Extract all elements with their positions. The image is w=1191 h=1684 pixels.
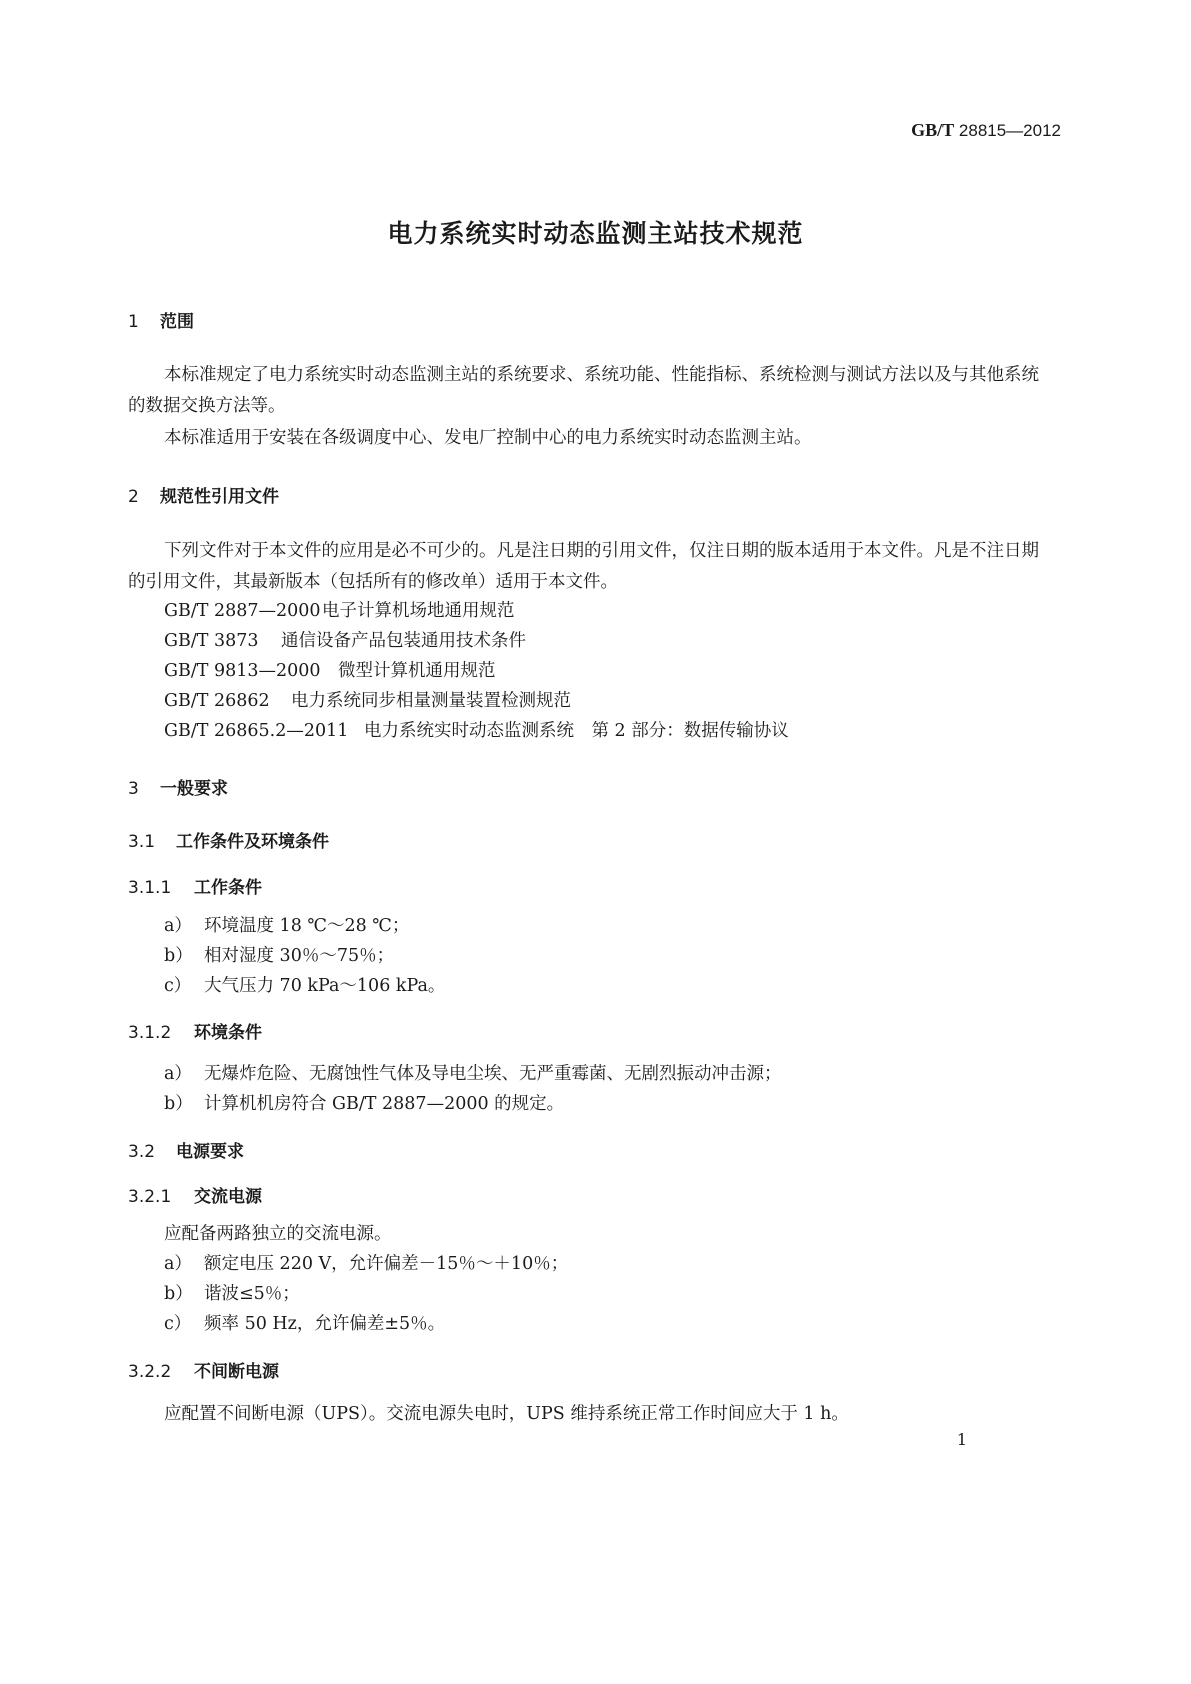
section-title: 电源要求 (176, 1142, 244, 1162)
list-text: 频率 50 Hz，允许偏差±5％。 (204, 1314, 446, 1334)
list-text: 计算机机房符合 GB/T 2887—2000 的规定。 (204, 1094, 565, 1114)
section-number: 3 (128, 779, 139, 799)
section-title: 交流电源 (194, 1187, 262, 1207)
list-marker: a） (164, 1064, 192, 1084)
paragraph: 应配置不间断电源（UPS）。交流电源失电时，UPS 维持系统正常工作时间应大于 1 h。 (164, 1404, 849, 1424)
standard-code (911, 120, 1061, 141)
section-title: 范围 (160, 312, 194, 332)
list-item (164, 1250, 568, 1275)
section-number: 3.1.1 (128, 878, 172, 898)
section-number: 3.1 (128, 832, 156, 852)
list-marker: b） (164, 946, 193, 966)
paragraph: 本标准规定了电力系统实时动态监测主站的系统要求、系统功能、性能指标、系统检测与测试方法以及与其他系统的数据交换方法等。 (128, 365, 1039, 416)
reference-name: 电力系统同步相量测量装置检测规范 (291, 691, 571, 711)
reference-code: GB/T 2887—2000 (164, 601, 321, 621)
reference-name: 通信设备产品包装通用技术条件 (281, 631, 526, 651)
section-1-heading (128, 307, 194, 332)
reference-item (164, 657, 496, 682)
reference-item (164, 717, 789, 742)
section-number: 3.2.1 (128, 1187, 172, 1207)
section-3-heading (128, 774, 228, 799)
section-number: 2 (128, 487, 139, 507)
section-3-2-1-heading (128, 1182, 262, 1207)
section-3-2-heading (128, 1137, 244, 1162)
list-text: 谐波≤5％； (204, 1284, 300, 1304)
list-text: 大气压力 70 kPa～106 kPa。 (204, 976, 446, 996)
reference-item (164, 687, 571, 712)
reference-code: GB/T 9813—2000 (164, 661, 321, 681)
paragraph: 本标准适用于安装在各级调度中心、发电厂控制中心的电力系统实时动态监测主站。 (164, 428, 812, 448)
list-item (164, 942, 394, 967)
list-item (164, 1060, 782, 1085)
reference-name: 微型计算机通用规范 (338, 661, 496, 681)
standard-prefix: GB/T (911, 120, 955, 140)
reference-name: 电子计算机场地通用规范 (322, 601, 515, 621)
list-item (164, 972, 445, 997)
section-title: 不间断电源 (194, 1362, 279, 1382)
section-title: 工作条件 (194, 878, 262, 898)
reference-item (164, 627, 526, 652)
document-title: 电力系统实时动态监测主站技术规范 (387, 219, 804, 248)
section-number: 3.1.2 (128, 1023, 172, 1043)
page-number: 1 (956, 1430, 967, 1449)
reference-item (164, 597, 515, 622)
reference-code: GB/T 26865.2—2011 (164, 721, 349, 741)
list-text: 无爆炸危险、无腐蚀性气体及导电尘埃、无严重霉菌、无剧烈振动冲击源； (204, 1064, 782, 1084)
section-title: 环境条件 (194, 1023, 262, 1043)
list-marker: a） (164, 1254, 192, 1274)
list-marker: c） (164, 976, 192, 996)
paragraph: 应配备两路独立的交流电源。 (164, 1224, 392, 1244)
section-number: 1 (128, 312, 139, 332)
list-marker: c） (164, 1314, 192, 1334)
list-text: 相对湿度 30％～75％； (204, 946, 395, 966)
section-title: 规范性引用文件 (160, 487, 279, 507)
reference-name: 电力系统实时动态监测系统 第 2 部分：数据传输协议 (364, 721, 789, 741)
section-3-1-2-heading (128, 1018, 262, 1043)
section-number: 3.2 (128, 1142, 156, 1162)
list-item (164, 1090, 564, 1115)
section-3-2-2-heading (128, 1357, 279, 1382)
list-text: 额定电压 220 V，允许偏差－15％～＋10％； (204, 1254, 569, 1274)
paragraph: 下列文件对于本文件的应用是必不可少的。凡是注日期的引用文件，仅注日期的版本适用于本文件。凡是不注日期的引用文件，其最新版本（包括所有的修改单）适用于本文件。 (128, 541, 1039, 592)
list-marker: b） (164, 1284, 193, 1304)
list-text: 环境温度 18 ℃～28 ℃； (204, 916, 410, 936)
reference-code: GB/T 3873 (164, 631, 259, 651)
section-number: 3.2.2 (128, 1362, 172, 1382)
section-title: 工作条件及环境条件 (176, 832, 329, 852)
list-marker: a） (164, 916, 192, 936)
section-title: 一般要求 (160, 779, 228, 799)
list-item (164, 1280, 300, 1305)
reference-code: GB/T 26862 (164, 691, 270, 711)
list-marker: b） (164, 1094, 193, 1114)
standard-number: 28815—2012 (958, 121, 1061, 140)
list-item (164, 1310, 445, 1335)
section-3-1-heading (128, 827, 329, 852)
list-item (164, 912, 409, 937)
section-2-heading (128, 482, 279, 507)
section-3-1-1-heading (128, 873, 262, 898)
